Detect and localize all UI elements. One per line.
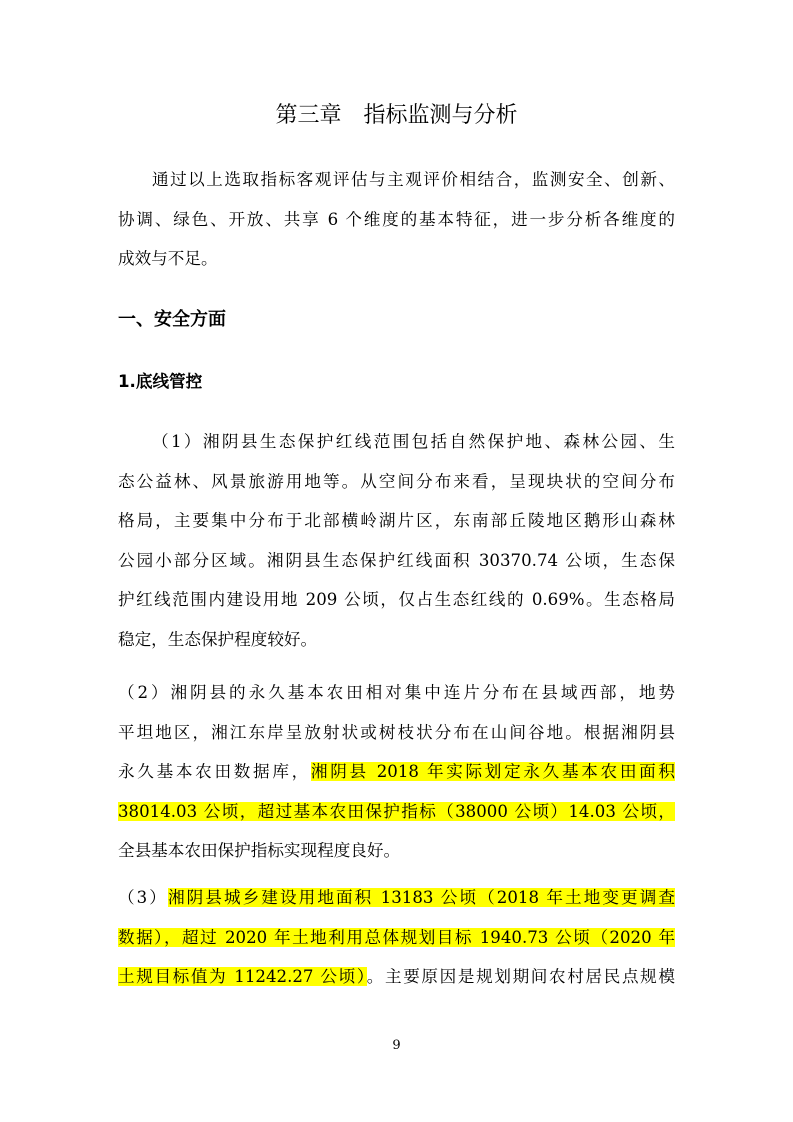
paragraph-line: （2）湘阴县的永久基本农田相对集中连片分布在县域西部，地势 (118, 683, 675, 702)
intro-line: 协调、绿色、开放、共享 6 个维度的基本特征，进一步分析各维度的 (118, 209, 675, 229)
paragraph-line (118, 878, 675, 918)
paragraph-line: 态公益林、风景旅游用地等。从空间分布来看，呈现块状的空间分布 (118, 471, 675, 491)
paragraph-line: 稳定，生态保护程度较好。 (118, 629, 318, 649)
subsection-heading: 1.底线管控 (118, 372, 203, 391)
chapter-title: 第三章 指标监测与分析 (275, 103, 518, 128)
highlighted-text: 38014.03 公顷，超过基本农田保护指标（38000 公顷）14.03 公顷， (118, 801, 675, 821)
intro-line: 通过以上选取指标客观评估与主观评价相结合，监测安全、创新、 (152, 170, 675, 189)
paragraph-ecological-redline (118, 422, 675, 659)
plain-text: 。主要原因是规划期间农村居民点规模 (366, 967, 675, 986)
paragraph-line: 平坦地区，湘江东岸呈放射状或树枝状分布在山间谷地。根据湘阴县 (118, 722, 675, 742)
plain-text: （3） (118, 888, 168, 907)
intro-paragraph (118, 160, 675, 279)
highlighted-text: 数据），超过 2020 年土地利用总体规划目标 1940.73 公顷（2020 年 (118, 927, 675, 947)
plain-text: 永久基本农田数据库， (118, 762, 311, 781)
paragraph-farmland (118, 673, 675, 871)
paragraph-line: 全县基本农田保护指标实现程度良好。 (118, 841, 401, 860)
paragraph-line: 格局，主要集中分布于北部横岭湖片区，东南部丘陵地区鹅形山森林 (118, 511, 675, 530)
paragraph-line: 公园小部分区域。湘阴县生态保护红线面积 30370.74 公顷，生态保 (118, 550, 675, 570)
paragraph-line: （1）湘阴县生态保护红线范围包括自然保护地、森林公园、生 (152, 432, 675, 451)
section-heading: 一、安全方面 (118, 309, 226, 330)
paragraph-line: 护红线范围内建设用地 209 公顷，仅占生态红线的 0.69%。生态格局 (118, 590, 675, 609)
highlighted-text: 湘阴县 2018 年实际划定永久基本农田面积 (310, 762, 676, 781)
page-number: 9 (392, 1038, 401, 1053)
highlighted-text: 土规目标值为 11242.27 公顷） (118, 967, 367, 986)
paragraph-line (118, 918, 675, 958)
paragraph-line (118, 752, 675, 792)
paragraph-construction-land (118, 878, 675, 997)
paragraph-line (118, 792, 675, 832)
highlighted-text: 湘阴县城乡建设用地面积 13183 公顷（2018 年土地变更调查 (167, 888, 675, 907)
paragraph-line (118, 957, 675, 997)
intro-line: 成效与不足。 (118, 249, 218, 268)
